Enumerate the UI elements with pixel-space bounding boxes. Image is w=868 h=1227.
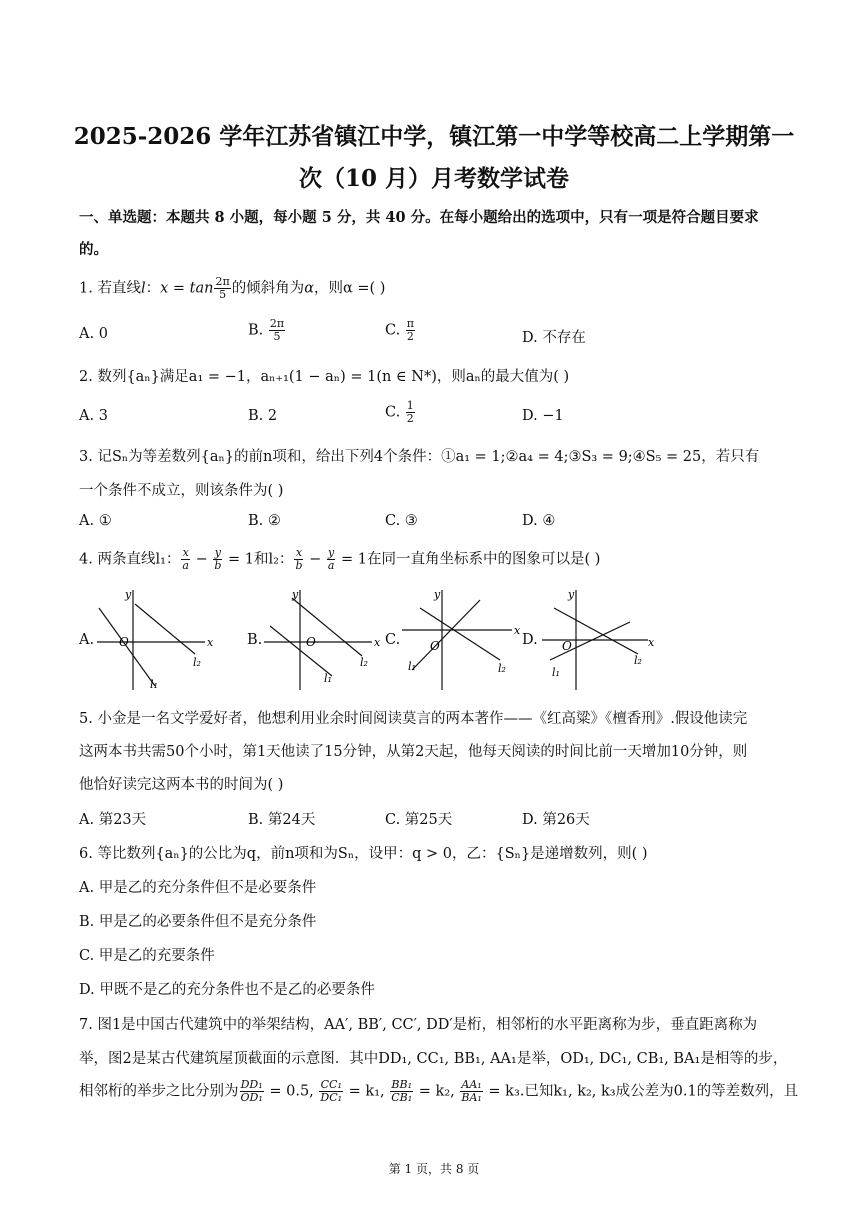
q3-option-d: D. ④ (522, 513, 556, 529)
line-l2 (135, 604, 195, 654)
l2-label: l₂ (360, 656, 368, 669)
question-7: 7. 图1是中国古代建筑中的举架结构，AA′, BB′, CC′, DD′是桁，相邻桁的水平距离称为步，垂直距离称为 (79, 1017, 758, 1033)
question-2: 2. 数列{aₙ}满足a₁ = −1，aₙ₊₁(1 − aₙ) = 1(n ∈ N*)，则aₙ的最大值为( ) (79, 369, 570, 385)
x-axis-label: x (514, 624, 521, 637)
origin-label: O (306, 635, 316, 649)
l2-label: l₂ (634, 654, 642, 667)
l1-label: l₁ (150, 678, 158, 690)
q4-graph-b (262, 586, 382, 690)
question-5: 5. 小金是一名文学爱好者，他想利用业余时间阅读莫言的两本著作——《红高粱》《檀香刑》.假设他读完 (79, 711, 748, 727)
y-axis-label: y (125, 588, 132, 601)
question-3-cont: 一个条件不成立，则该条件为( ) (79, 483, 284, 499)
exam-title-line2: 次（10 月）月考数学试卷 (298, 165, 569, 192)
origin-label: O (119, 635, 129, 649)
l2-label: l₂ (193, 656, 201, 669)
page-footer: 第 1 页，共 8 页 (388, 1162, 480, 1176)
q4-option-b-label: B. (247, 632, 263, 648)
q5-option-a: A. 第23天 (79, 812, 147, 828)
question-4: 4. 两条直线l₁： $\frac{x}{a}$ − $\frac{y}{b}$ = 1和l₂： $\frac{x}{b}$ − $\frac{y}{a}$ = 1在同一直角坐标系中的图象可以是( ) (79, 546, 601, 572)
q6-option-c: C. 甲是乙的充要条件 (79, 948, 215, 964)
question-7-cont1: 举，图2是某古代建筑屋顶截面的示意图．其中DD₁, CC₁, BB₁, AA₁是举，OD₁, DC₁, CB₁, BA₁是相等的步， (79, 1051, 788, 1067)
q3-option-b: B. ② (248, 513, 281, 529)
q2-option-b: B. 2 (248, 408, 278, 424)
line-l1 (412, 600, 480, 670)
q4-option-a-label: A. (79, 632, 95, 648)
y-axis-label: y (434, 588, 441, 601)
x-axis-label: x (648, 636, 655, 649)
question-6: 6. 等比数列{aₙ}的公比为q，前n项和为Sₙ，设甲：q > 0，乙：{Sₙ}是递增数列，则( ) (79, 846, 648, 862)
q1-option-a: A. 0 (79, 326, 108, 342)
q5-option-c: C. 第25天 (385, 812, 453, 828)
l1-label: l₁ (324, 672, 332, 685)
x-axis-label: x (207, 636, 214, 649)
q3-option-c: C. ③ (385, 513, 418, 529)
q4-graph-a (95, 586, 215, 690)
question-7-cont2: 相邻桁的举步之比分别为 $\frac{\text{DD₁}}{\text{OD₁}}$ = 0.5, $\frac{\text{CC₁}}{\text{DC₁}}$ = k₁, $\frac{\text{BB₁}}{\text{CB₁}}$ = k₂, $\frac{\text{AA₁}}{\text{BA₁}}$ = k₃.已知k₁, k₂, k₃成公差为0.1的等差数列，且 (79, 1078, 799, 1104)
question-5-cont1: 这两本书共需50个小时，第1天他读了15分钟，从第2天起，他每天阅读的时间比前一天增加10分钟，则 (79, 744, 748, 760)
y-axis-label: y (568, 588, 575, 601)
y-axis-label: y (292, 588, 299, 601)
line-l2 (292, 598, 362, 656)
q4-option-d-label: D. (522, 632, 538, 648)
q2-option-c: C. $\frac{1}{2}$ (385, 399, 414, 425)
q1-option-b: B. $\frac{2\pi}{5}$ (248, 317, 285, 343)
q5-option-d: D. 第26天 (522, 812, 590, 828)
q1-option-c: C. $\frac{\pi}{2}$ (385, 317, 415, 343)
section-header: 一、单选题：本题共 8 小题，每小题 5 分，共 40 分。在每小题给出的选项中，只有一项是符合题目要求 (79, 209, 759, 226)
q4-graph-d (540, 586, 660, 690)
exam-title-line1: 2025-2026 学年江苏省镇江中学，镇江第一中学等校高二上学期第一 (73, 123, 795, 150)
q2-option-d: D. −1 (522, 408, 564, 424)
question-5-cont2: 他恰好读完这两本书的时间为( ) (79, 777, 284, 793)
q6-option-a: A. 甲是乙的充分条件但不是必要条件 (79, 880, 317, 896)
q5-option-b: B. 第24天 (248, 812, 316, 828)
origin-label: O (562, 639, 572, 653)
q3-option-a: A. ① (79, 513, 112, 529)
l2-label: l₂ (498, 662, 506, 675)
l1-label: l₁ (408, 660, 416, 673)
line-l1 (270, 626, 332, 676)
l1-label: l₁ (552, 666, 560, 679)
q1-option-d: D. 不存在 (522, 330, 586, 346)
x-axis-label: x (374, 636, 381, 649)
origin-label: O (430, 639, 440, 653)
q2-option-a: A. 3 (79, 408, 108, 424)
q6-option-b: B. 甲是乙的必要条件但不是充分条件 (79, 914, 317, 930)
q6-option-d: D. 甲既不是乙的充分条件也不是乙的必要条件 (79, 982, 375, 998)
section-header-cont: 的。 (79, 241, 108, 258)
q4-option-c-label: C. (385, 632, 401, 648)
question-1: 1. 若直线l：x = tan $\frac{2\pi}{5}$ 的倾斜角为α，则α =( ) (79, 275, 386, 301)
question-3: 3. 记Sₙ为等差数列{aₙ}的前n项和，给出下列4个条件：①a₁ = 1;②a₄ = 4;③S₃ = 9;④S₅ = 25，若只有 (79, 449, 760, 465)
q4-graph-c (400, 586, 524, 690)
